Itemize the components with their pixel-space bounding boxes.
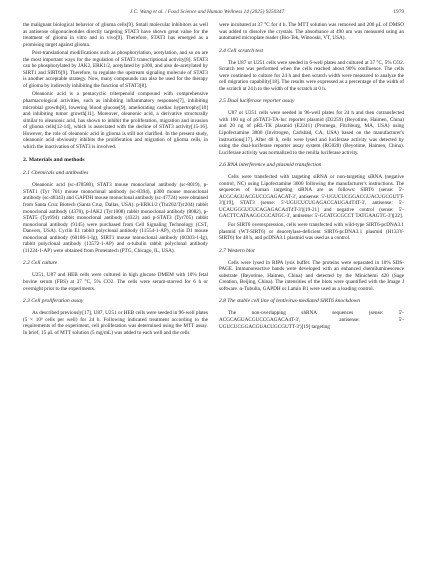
journal-citation: J.C. Wang et al. / Food Science and Human Wellness 14 (2025) 9250347 [130,9,285,15]
subsection-heading-chemicals: 2.1 Chemicals and antibodies [23,170,89,177]
proliferation-paragraph: As described previously[17], U87, U251 or HEB cells were seeded in 96-well plates (5 × 10³ cells per well) for 24 h. Following indicated treatment according to the requirements of the experiment, cell proliferation was determined using the MTT assay. In brief, 15 μL of MTT solution (5 mg/mL) was added to each well and the cells [23,310,208,336]
subsection-heading-culture: 2.2 Cell culture [23,260,58,267]
subsection-heading-proliferation: 2.3 Cell proliferation assay [23,298,84,305]
subsection-heading-scratch: 2.4 Cell scratch test [219,47,263,54]
mtt-continued-paragraph: were incubated at 37 °C for 4 h. The MTT solution was removed and 200 μL of DMSO was added to dissolve the crystals. The absorbance at 490 nm was measured using an automated microplate reader (Bio-Tek, Winooski, VT, USA). [219,22,404,42]
lentivirus-paragraph: The non-overlapping shRNA sequences (sense: 5'-ACGCAGUACGUCCGAGACA4T-3', antisense: 5'-UGUCUCGGACGUACUGCGUTT-3')[19] targeting [219,310,404,330]
page-number: 1979 [393,9,404,15]
subsection-heading-luciferase: 2.5 Dual luciferase reporter assay [219,98,295,105]
intro-paragraph-1: the malignant biological behavior of glioma cells[9]. Small molecular inhibitors as well as antisense oligonucleotides directly targeting STAT3 have shown great value for the treatment of glioma in vitro and in vivo[9]. Therefore, STAT3 has emerged as a promising target against glioma. [23,22,208,48]
rnai-paragraph: Cells were transfected with targeting siRNA or non-targeting siRNA (negative control, NC) using Lipofectamine 3000 following the manufacturer's instructions. The sequences of human targeting siRNA are as follows: SIRT6 (sense: 5'-ACGCAGUACGUCCGAGACAT-3', antisense: 5'-UGUCUCGGACGUACUGCGUTT-3')[19], STAT3 (sense: 5'-UGUCUCUGAGACCAUGA4T4T-3', antisense: 5'-UCAUGGGUCUCAGAGACA4T4T-3')[19-21] and negative control (sense: 5'-GACTTCATAAGGCGCATGC-3', antisense: 5'-GCATGCGCCT TATGAAGTC-3')[22]. [219,174,404,220]
culture-paragraph: U251, U87 and HEB cells were cultured in high glucose DMEM with 10% fetal bovine serum (FBS) at 37 °C, 5% CO2. The cells were serum-starved for 6 h or overnight prior to the experiments. [23,272,208,292]
right-column [219,22,404,332]
chemicals-paragraph: Oleanonic acid (sc-478580), STAT3 mouse monoclonal antibody (sc-8019), p-STAT1 (Tyr 701) mouse monoclonal antibody (sc-8394), p300 mouse monoclonal antibody (sc-48343) and GAPDH mouse monoclonal antibody (sc-47724) were obtained from Santa Cruz Biotech (Santa Cruz, Dallas, USA). p-ERK1/2 (Thr202/Tyr204) rabbit monoclonal antibody (4370), p-JAK2 (Tyr1008) rabbit monoclonal antibody (8082), p-STAT5 (Tyr694) rabbit monoclonal antibody (4322) and p-STAT3 (Tyr705) rabbit monoclonal antibody (9145) were purchased from Cell Signaling Technology (CST, Danvers, USA). Cyclin E1 rabbit polyclonal antibody (11554-1-AP), cyclin D1 mouse monoclonal antibody (60186-1-Ig), SIRT1 mouse monoclonal antibody (60303-1-Ig), rabbit polyclonal antibody (13572-1-AP) and α-tubulin rabbit polyclonal antibody (11224-1-AP) were obtained from Proteintech (PTG, Chicago, IL, USA). [23,182,208,254]
left-column [23,22,208,338]
scratch-paragraph: The U87 or U251 cells were seeded in 6-well plates and cultured at 37 °C, 5% CO2. Scratch test was performed when the cells reached about 90% confluence. The cells were continued to culture for 24 h and then scratch width were measured to analyze the cell migration capability[18]. The results were expressed as a percentage of the width of the scratch at 24 h to the width of the scratch at 0 h. [219,59,404,92]
intro-paragraph-3: Oleanonic acid is a pentacyclic triterpenoid compound with comprehensive pharmacological activities, such as inhibiting inflammatory responses[7], inhibiting microbial growth[8], lowering blood glucose[9], ameliorating cardiac hypertrophy[10] and inhibiting tumor growth[11]. Moreover, oleanonic acid, a derivative structurally similar to oleanonic acid, has shown to inhibit the proliferation, migration and invasion of glioma cells[12-14], which is associated with the decline of STAT3 activity[15-16]. However, the role of oleanonic acid in glioma is still not clarified. In the present study, oleanonic acid obviously inhibits the proliferation and migration of glioma cells, in which the inactivation of STAT3 is involved. [23,91,208,150]
overexpression-paragraph: For SIRT6 overexpression, cells were transfected with wild-type SIRT6-pcDNA3.1 plasmid (WT-SIRT6) or deacetylase-deficient SIRT6-pcDNA3.1 plasmid (H133Y-SIRT6) for 48 h, and pcDNA3.1 plasmid was used as a control. [219,222,404,242]
intro-paragraph-2: Post-translational modifications such as phosphorylation, acetylation, and so on are the most important ways for the regulation of STAT3 transcriptional activity[8]. STAT3 can be phosphorylated by JAK2, ERK1/2, acetylated by p300, and also de-acetylated by SIRT1 and SIRT6[9]. Therefore, to regulate the upstream signaling molecule of STAT3 is another acceptable strategy. Now, many compounds can also be used for the therapy of glioma by indirectly inhibiting the function of STAT3[8]. [23,50,208,89]
page-header [23,9,404,19]
luciferase-paragraph: U87 or U251 cells were seeded in 96-well plates for 24 h and then cotransfected with 100 ng of pSTAT3-TA-luc reporter plasmid (D2259) (Beyotime, Haimen, China) and 20 ng of pRL-TK plasmid (E2241) (Promega, Fitchburg, MA, USA) using Lipofectamine 3000 (Invitrogen, Carlsbad, CA, USA) based on the manufacturer's instructions[17]. After 48 h, cells were lysed and luciferase activity was detected by using the dual-luciferase reporter assay system (RG028) (Beyotime, Haimen, China). Luciferase activity was normalized to the renilla luciferase activity. [219,110,404,156]
subsection-heading-rnai: 2.6 RNA interference and plasmid transfection [219,162,322,169]
subsection-heading-western: 2.7 Western blot [219,247,255,254]
subsection-heading-lentivirus: 2.8 The stable cell line of lentivirus-mediated SIRT6 knockdown [219,298,360,305]
section-heading-materials: 2. Materials and methods [23,157,85,164]
western-paragraph: Cells were lysed in RIPA lysis buffer. The proteins were separated in 10% SDS-PAGE. Immunoreactive bands were developed with an enhanced chemiluminescence substrate (Beyotime, Haimen, China) and detected by the Minichemi 420 (Sage Creation, Beijing, China). The intensities of the blots were quantified with the Image J software. α-Tubulin, GAPDH or Lamin B1 were used as a loading control. [219,259,404,292]
